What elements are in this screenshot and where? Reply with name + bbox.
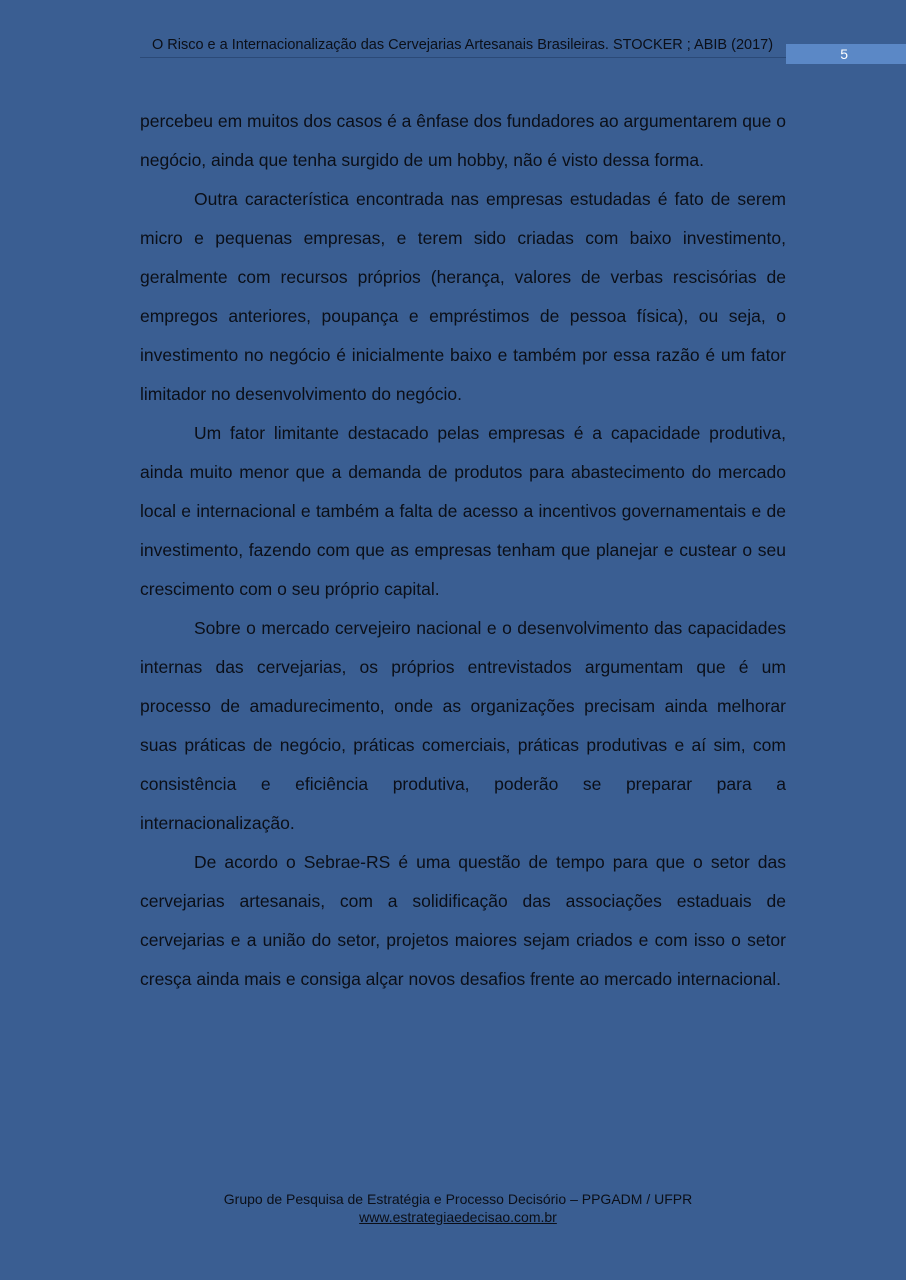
paragraph-limiting-factor: Um fator limitante destacado pelas empresas é a capacidade produtiva, ainda muito menor que a demanda de produtos para abastecimento do mercado local e internacional e também a falta de acesso a incentivos governamentais e de investimento, fazendo com que as empresas tenham que planejar e custear o seu crescimento com o seu próprio capital. [140, 423, 786, 599]
running-header-title: O Risco e a Internacionalização das Cervejarias Artesanais Brasileiras. STOCKER ; ABIB (2017) [151, 37, 774, 53]
page-footer [140, 1190, 776, 1226]
paragraph-national-market: Sobre o mercado cervejeiro nacional e o desenvolvimento das capacidades internas das cervejarias, os próprios entrevistados argumentam que é um processo de amadurecimento, onde as organizações precisam ainda melhorar suas práticas de negócio, práticas comerciais, práticas produtivas e aí sim, com consistência e eficiência produtiva, poderão se preparar para a internacionalização. [140, 618, 786, 833]
paragraph-characteristics: Outra característica encontrada nas empresas estudadas é fato de serem micro e pequenas empresas, e terem sido criadas com baixo investimento, geralmente com recursos próprios (herança, valores de verbas rescisórias de empregos anteriores, poupança e empréstimos de pessoa física), ou seja, o investimento no negócio é inicialmente baixo e também por essa razão é um fator limitador no desenvolvimento do negócio. [140, 189, 786, 404]
body-text [140, 102, 786, 999]
page-number: 5 [840, 46, 848, 62]
footer-website-link[interactable]: www.estrategiaedecisao.com.br [359, 1209, 557, 1225]
paragraph-sebrae: De acordo o Sebrae-RS é uma questão de tempo para que o setor das cervejarias artesanais, com a solidificação das associações estaduais de cervejarias e a união do setor, projetos maiores sejam criados e com isso o setor cresça ainda mais e consiga alçar novos desafios frente ao mercado internacional. [140, 852, 786, 989]
footer-group-name: Grupo de Pesquisa de Estratégia e Processo Decisório – PPGADM / UFPR [223, 1191, 693, 1207]
header-divider [140, 57, 786, 58]
paragraph-continuation: percebeu em muitos dos casos é a ênfase dos fundadores ao argumentarem que o negócio, ainda que tenha surgido de um hobby, não é visto dessa forma. [140, 111, 786, 170]
